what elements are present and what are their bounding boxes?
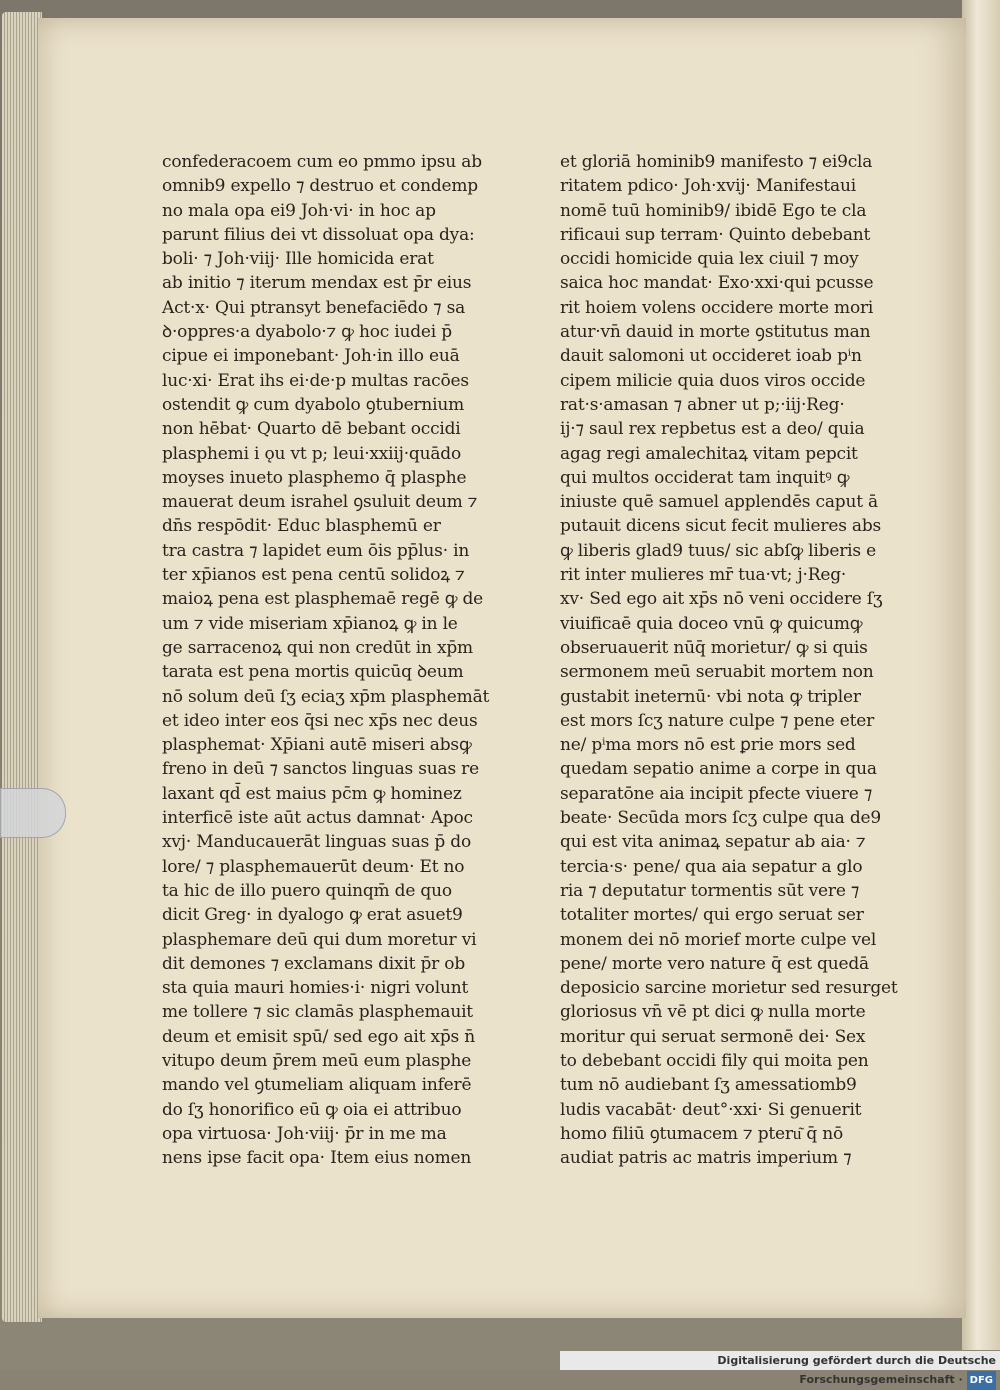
credit-text: Digitalisierung gefördert durch die Deutsche Forschungsgemeinschaft · [717,1354,996,1386]
text-line: nō solum deū ſʒ eciaʒ xp̄m plasphemāt [162,686,490,707]
text-line: saica hoc mandat· Exo·xxi·qui pcusse [560,273,874,294]
left-text-column [162,150,492,1170]
text-line: pene/ morte vero nature q̄ est quedā [560,953,869,974]
page-edges [2,12,42,1322]
facing-page-edge [962,0,1000,1350]
text-line: sta quia mauri homies·i· nigri volunt [162,978,469,999]
text-line: deposicio sarcine morietur sed resurget [560,978,898,999]
text-line: ab initio ⁊ iterum mendax est p̄r eius [162,273,472,294]
text-line: ostendit ꝙ cum dyabolo ꝯtubernium [162,394,465,415]
text-line: est mors ſcʒ nature culpe ⁊ pene eter [560,710,875,731]
text-line: rat·s·amasan ⁊ abner ut p;·iij·Reg· [560,394,845,415]
text-line: mauerat deum israhel ꝯsuluit deum ⁊ [162,492,478,513]
dfg-logo: DFG [967,1371,996,1390]
text-line: laxant qd̄ est maius pc̄m ꝙ hominez [162,783,462,804]
text-line: et ideo inter eos q̄si nec xp̄s nec deus [162,710,478,731]
text-line: iniuste quē samuel applendēs caput ā [560,492,878,513]
text-line: nens ipse facit opa· Item eius nomen [162,1148,472,1169]
text-line: ꝙ liberis glad9 tuus/ sic abſꝙ liberis e [560,540,876,561]
text-line: ꝺ·oppres·a dyabolo·⁊ ꝙ hoc iudei p̄ [162,322,452,343]
text-line: dauit salomoni ut occideret ioab pⁱn [560,346,862,367]
text-line: putauit dicens sicut fecit mulieres abs [560,516,882,537]
text-line: vitupo deum p̄rem meū eum plasphe [162,1050,472,1071]
text-line: confederacoem cum eo pmmo ipsu ab [162,152,482,172]
text-line: um ⁊ vide miseriam xp̄ianoꝝ ꝙ in le [162,613,458,634]
text-line: moritur qui seruat sermonē dei· Sex [560,1026,866,1047]
text-line: tum nō audiebant ſʒ amessatiomb9 [560,1075,857,1096]
text-line: me tollere ⁊ sic clamās plasphemauit [162,1002,473,1023]
text-line: ria ⁊ deputatur tormentis sūt vere ⁊ [560,880,860,901]
text-line: non hēbat· Quarto dē bebant occidi [162,419,461,440]
text-line: ij·⁊ saul rex repbetus est a deo/ quia [560,419,865,440]
text-line: cipue ei imponebant· Joh·in illo euā [162,346,460,367]
text-line: plasphemat· Xp̄iani autē miseri absꝙ [162,735,472,756]
text-line: rit inter mulieres mr̄ tua·vt; j·Reg· [560,565,847,586]
page-clip [0,788,66,838]
text-line: rit hoiem volens occidere morte mori [560,297,874,318]
text-line: opa virtuosa· Joh·viij· p̄r in me ma [162,1123,447,1144]
text-line: mando vel ꝯtumeliam aliquam inferē [162,1075,472,1096]
text-line: moyses inueto plasphemo q̄ plasphe [162,467,467,488]
text-line: plasphemi i ǫu vt p; leui·xxiij·quādo [162,443,462,464]
text-line: ta hic de illo puero quinqm̄ de quo [162,880,452,901]
text-line: dicit Greg· in dyalogo ꝙ erat asuet9 [162,905,463,926]
text-line: plasphemare deū qui dum moretur vi [162,929,477,950]
text-line: tra castra ⁊ lapidet eum ōis pp̄lus· in [162,540,470,561]
text-line: totaliter mortes/ qui ergo seruat ser [560,905,864,926]
text-line: atur·vn̄ dauid in morte ꝯstitutus man [560,322,871,343]
text-line: interficē iste aūt actus damnat· Apoc [162,808,473,829]
text-line: do ſʒ honorifico eū ꝙ oia ei attribuo [162,1099,462,1120]
text-line: tarata est pena mortis quicūq ꝺeum [162,662,464,683]
text-line: Act·x· Qui ptransyt benefaciēdo ⁊ sa [162,297,466,318]
text-line: agag regi amalechitaꝝ vitam pepcit [560,443,858,464]
text-line: no mala opa ei9 Joh·vi· in hoc ap [162,200,436,221]
text-line: boli· ⁊ Joh·viij· Ille homicida erat [162,249,434,270]
text-line: homo filiū ꝯtumacem ⁊ pteru͂ q̄ nō [560,1123,844,1144]
text-line: dn̄s respōdit· Educ blasphemū er [162,516,441,537]
text-line: tercia·s· pene/ qua aia sepatur a glo [560,856,863,877]
text-line: luc·xi· Erat ihs ei·de·p multas racōes [162,370,469,391]
text-line: deum et emisit spū/ sed ego ait xp̄s n̄ [162,1026,476,1047]
text-line: audiat patris ac matris imperium ⁊ [560,1148,852,1169]
text-line: omnib9 expello ⁊ destruo et condemp [162,176,478,197]
text-line: viuificaē quia doceo vnū ꝙ quicumꝙ [560,613,863,634]
text-line: rificaui sup terram· Quinto debebant [560,224,871,245]
text-line: et gloriā hominib9 manifesto ⁊ ei9cla [560,152,873,172]
text-line: qui multos occiderat tam inquitꝰ ꝙ [560,467,850,488]
text-line: separatōne aia incipit pfecte viuere ⁊ [560,783,873,804]
text-line: cipem milicie quia duos viros occide [560,370,866,391]
text-line: freno in deū ⁊ sanctos linguas suas re [162,759,479,780]
text-line: ritatem pdico· Joh·xvij· Manifestaui [560,176,856,197]
text-line: lore/ ⁊ plasphemauerūt deum· Et no [162,856,465,877]
text-line: qui est vita animaꝝ sepatur ab aia· ⁊ [560,832,866,853]
text-line: xv· Sed ego ait xp̄s nō veni occidere ſʒ [560,589,883,610]
text-line: ge sarracenoꝝ qui non credūt in xp̄m [162,637,473,658]
digitization-credit [560,1351,1000,1386]
text-line: ludis vacabāt· deut°·xxi· Si genuerit [560,1099,862,1120]
text-line: occidi homicide quia lex ciuil ⁊ moy [560,249,859,270]
text-line: nomē tuū hominib9/ ibidē Ego te cla [560,200,867,221]
text-line: monem dei nō morief morte culpe vel [560,929,877,950]
text-line: sermonem meū seruabit mortem non [560,662,874,683]
text-line: dit demones ⁊ exclamans dixit p̄r ob [162,953,466,974]
text-line: quedam sepatio anime a corpe in qua [560,759,877,780]
text-line: xvj· Manducauerāt linguas suas p̄ do [162,832,472,853]
text-line: gustabit ineternū· vbi nota ꝙ tripler [560,686,861,707]
text-line: obseruauerit nūq̄ morietur/ ꝙ si quis [560,637,868,658]
text-line: ter xp̄ianos est pena centū solidoꝝ ⁊ [162,565,465,586]
text-line: parunt filius dei vt dissoluat opa dya: [162,224,475,245]
text-line: ne/ pⁱma mors nō est ꝑrie mors sed [560,735,856,756]
text-line: maioꝝ pena est plasphemaē regē ꝙ de [162,589,484,610]
text-line: to debebant occidi fily qui moita pen [560,1050,869,1071]
right-text-column [560,150,900,1170]
text-line: gloriosus vn̄ vē pt dici ꝙ nulla morte [560,1002,866,1023]
text-line: beate· Secūda mors ſcʒ culpe qua de9 [560,808,881,829]
